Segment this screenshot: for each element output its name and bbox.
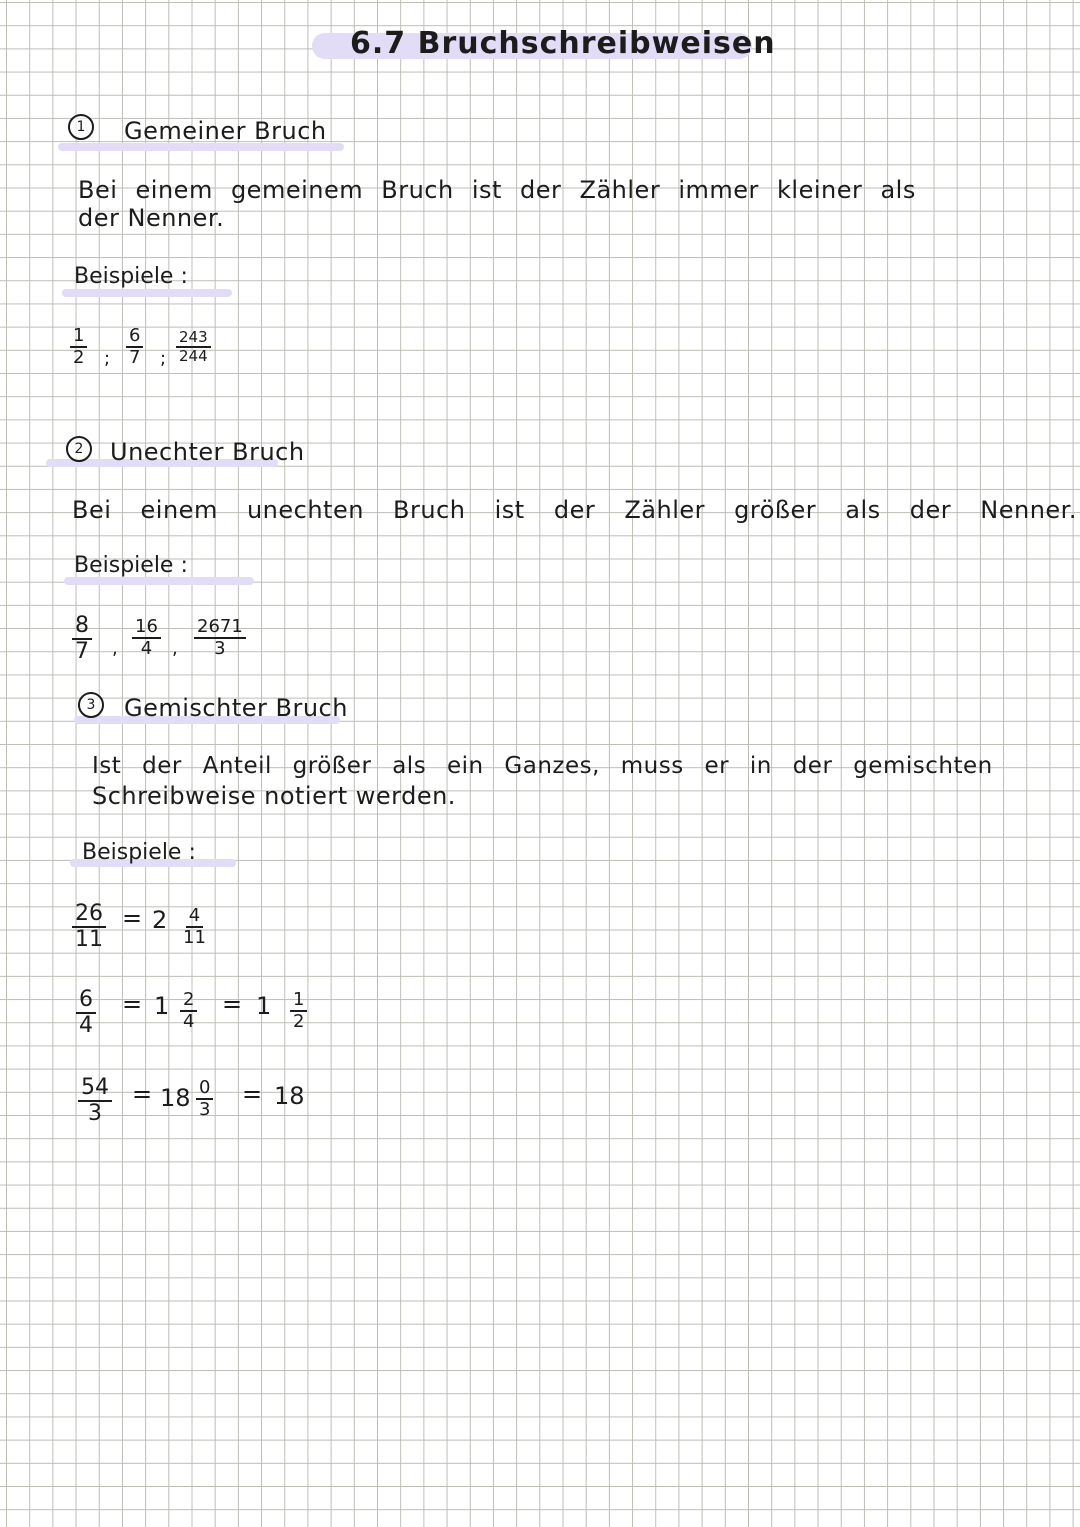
section-1-heading: Gemeiner Bruch <box>124 117 327 145</box>
equation-3-lhs-fraction: $\frac{54}{3}$ <box>78 1076 112 1126</box>
section-2-examples-label: Beispiele : <box>74 553 188 578</box>
example-separator: ; <box>160 348 167 369</box>
section-3-text-line2: Schreibweise notiert werden. <box>92 782 456 810</box>
page-title: 6.7 Bruchschreibweisen <box>350 26 776 61</box>
section-2-number: 2 <box>66 436 92 462</box>
example-fraction: $\frac{16}{4}$ <box>132 617 161 659</box>
equation-2-fraction-2: $\frac{1}{2}$ <box>290 990 307 1032</box>
equation-2-whole-2: 1 <box>256 992 272 1020</box>
example-fraction: $\frac{1}{2}$ <box>70 326 87 368</box>
section-2-examples-underline <box>64 577 254 585</box>
example-separator: , <box>112 638 118 659</box>
equation-3-result: 18 <box>274 1082 305 1110</box>
equation-1-fraction: $\frac{4}{11}$ <box>183 905 206 948</box>
example-fraction: $\frac{243}{244}$ <box>176 329 211 365</box>
example-fraction: $\frac{6}{7}$ <box>126 326 143 368</box>
section-3-number: 3 <box>78 692 104 718</box>
section-3-text-line1: Ist der Anteil größer als ein Ganzes, muss er in der gemischten <box>92 753 993 779</box>
equation-2-whole: 1 <box>154 992 170 1020</box>
example-fraction: $\frac{8}{7}$ <box>72 614 92 664</box>
equation-3-fraction: $\frac{0}{3}$ <box>196 1078 213 1120</box>
equation-3-whole: 18 <box>160 1084 191 1112</box>
section-3-heading: Gemischter Bruch <box>124 694 348 722</box>
section-2-heading: Unechter Bruch <box>110 438 305 466</box>
equation-1-equals: = <box>122 904 143 932</box>
section-1-examples-label: Beispiele : <box>74 264 188 289</box>
equation-2-fraction: $\frac{2}{4}$ <box>180 990 197 1032</box>
section-1-examples-underline <box>62 289 232 297</box>
section-2-text-line1: Bei einem unechten Bruch ist der Zähler größer als der Nenner. <box>72 496 1077 524</box>
equation-1-whole: 2 <box>152 906 168 934</box>
example-fraction: $\frac{2671}{3}$ <box>194 617 246 659</box>
equation-2-equals-2: = <box>222 990 243 1018</box>
equation-3-equals-2: = <box>242 1080 263 1108</box>
section-1-text-line1: Bei einem gemeinem Bruch ist der Zähler immer kleiner als <box>78 176 916 204</box>
equation-3-equals: = <box>132 1080 153 1108</box>
equation-2-lhs-fraction: $\frac{6}{4}$ <box>76 988 96 1038</box>
example-separator: , <box>172 638 178 659</box>
equation-1-lhs-fraction: $\frac{26}{11}$ <box>72 902 106 952</box>
section-1-text-line2: der Nenner. <box>78 204 225 232</box>
equation-2-equals: = <box>122 990 143 1018</box>
section-3-examples-label: Beispiele : <box>82 840 196 865</box>
section-1-number: 1 <box>68 114 94 140</box>
example-separator: ; <box>104 348 111 369</box>
